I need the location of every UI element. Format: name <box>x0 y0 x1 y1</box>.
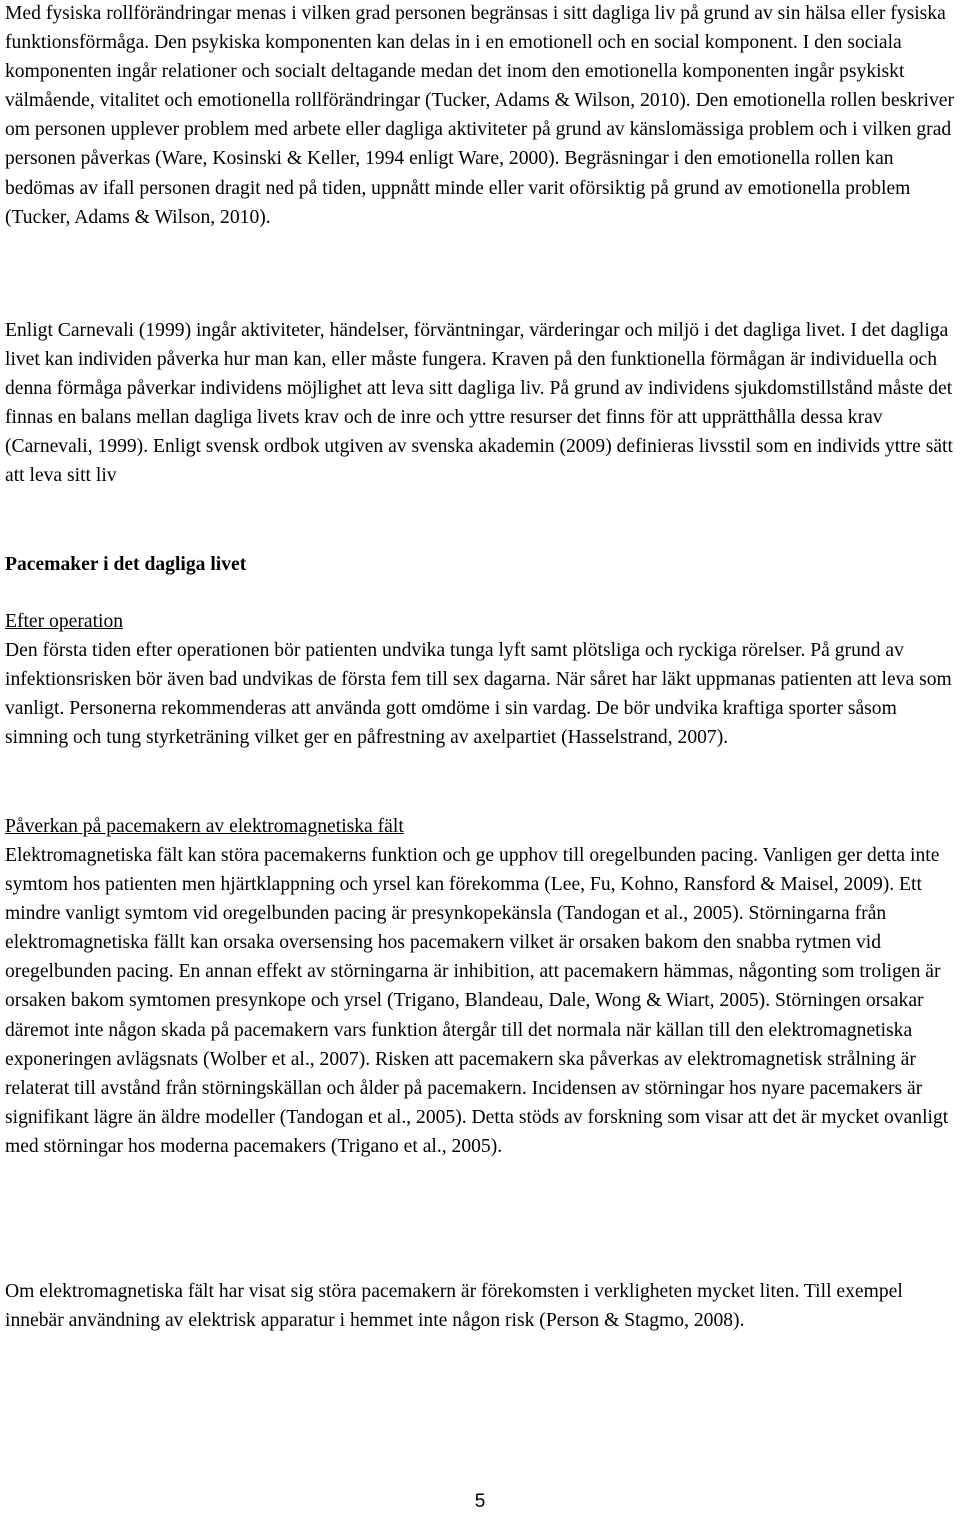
page-number: 5 <box>474 1491 486 1512</box>
paragraph-risk-in-reality: Om elektromagnetiska fält har visat sig störa pacemakern är förekomsten i verkligheten mycket liten. Till exempel innebär användning av elektrisk apparatur i hemmet inte någon risk (Person & Stagmo, 2008). <box>5 1281 903 1332</box>
subheading-electromagnetic-fields: Påverkan på pacemakern av elektromagnetiska fält <box>5 816 404 837</box>
paragraph-electromagnetic-fields: Elektromagnetiska fält kan störa pacemakerns funktion och ge upphov till oregelbunden pacing. Vanligen ger detta inte symtom hos patienten men hjärtklappning och yrsel kan förekomma (Lee, Fu, Kohno, Ransford & Maisel, 2009). Ett mindre vanligt symtom vid oregelbunden pacing är presynkopekänsla (Tandogan et al., 2005). Störningarna från elektromagnetiska fällt kan orsaka oversensing hos pacemakern vilket är orsaken bakom den snabba rytmen vid oregelbunden pacing. En annan effekt av störningarna är inhibition, att pacemakern hämmas, någonting som troligen är orsaken bakom symtomen presynkope och yrsel (Trigano, Blandeau, Dale, Wong & Wiart, 2005). Störningen orsakar däremot inte någon skada på pacemakern vars funktion återgår till det normala när källan till den elektromagnetiska exponeringen avlägsnats (Wolber et al., 2007). Risken att pacemakern ska påverkas av elektromagnetisk strålning är relaterat till avstånd från störningskällan och ålder på pacemakern. Incidensen av störningar hos nyare pacemakers är signifikant lägre än äldre modeller (Tandogan et al., 2005). Detta stöds av forskning som visar att det är mycket ovanligt med störningar hos moderna pacemakers (Trigano et al., 2005). <box>5 845 949 1157</box>
section-heading: Pacemaker i det dagliga livet <box>5 554 247 575</box>
paragraph-daily-life: Enligt Carnevali (1999) ingår aktiviteter, händelser, förväntningar, värderingar och miljö i det dagliga livet. I det dagliga livet kan individen påverka hur man kan, eller måste fungera. Kraven på den funktionella förmågan är individuella och denna förmåga påverkar individens möjlighet att leva sitt dagliga liv. På grund av individens sjukdomstillstånd måste det finnas en balans mellan dagliga livets krav och de inre och yttre resurser det finns för att upprätthålla dessa krav (Carnevali, 1999). Enligt svensk ordbok utgiven av svenska akademin (2009) definieras livsstil som en individs yttre sätt att leva sitt liv <box>5 320 953 487</box>
paragraph-after-operation: Den första tiden efter operationen bör patienten undvika tunga lyft samt plötsliga och ryckiga rörelser. På grund av infektionsrisken bör även bad undvikas de första fem till sex dagarna. När såret har läkt uppmanas patienten att leva som vanligt. Personerna rekommenderas att använda gott omdöme i sin vardag. De bör undvika kraftiga sporter såsom simning och tung styrketräning vilket ger en påfrestning av axelpartiet (Hasselstrand, 2007). <box>5 640 952 749</box>
paragraph-emotional-role: Med fysiska rollförändringar menas i vilken grad personen begränsas i sitt dagliga liv på grund av sin hälsa eller fysiska funktionsförmåga. Den psykiska komponenten kan delas in i en emotionell och en social komponent. I den sociala komponenten ingår relationer och socialt deltagande medan det inom den emotionella komponenten ingår psykiskt välmående, vitalitet och emotionella rollförändringar (Tucker, Adams & Wilson, 2010). Den emotionella rollen beskriver om personen upplever problem med arbete eller dagliga aktiviteter på grund av känslomässiga problem och i vilken grad personen påverkas (Ware, Kosinski & Keller, 1994 enligt Ware, 2000). Begräsningar i den emotionella rollen kan bedömas av ifall personen dragit ned på tiden, uppnått minde eller varit oförsiktig på grund av emotionella problem (Tucker, Adams & Wilson, 2010). <box>5 3 955 228</box>
subheading-after-operation: Efter operation <box>5 611 124 632</box>
